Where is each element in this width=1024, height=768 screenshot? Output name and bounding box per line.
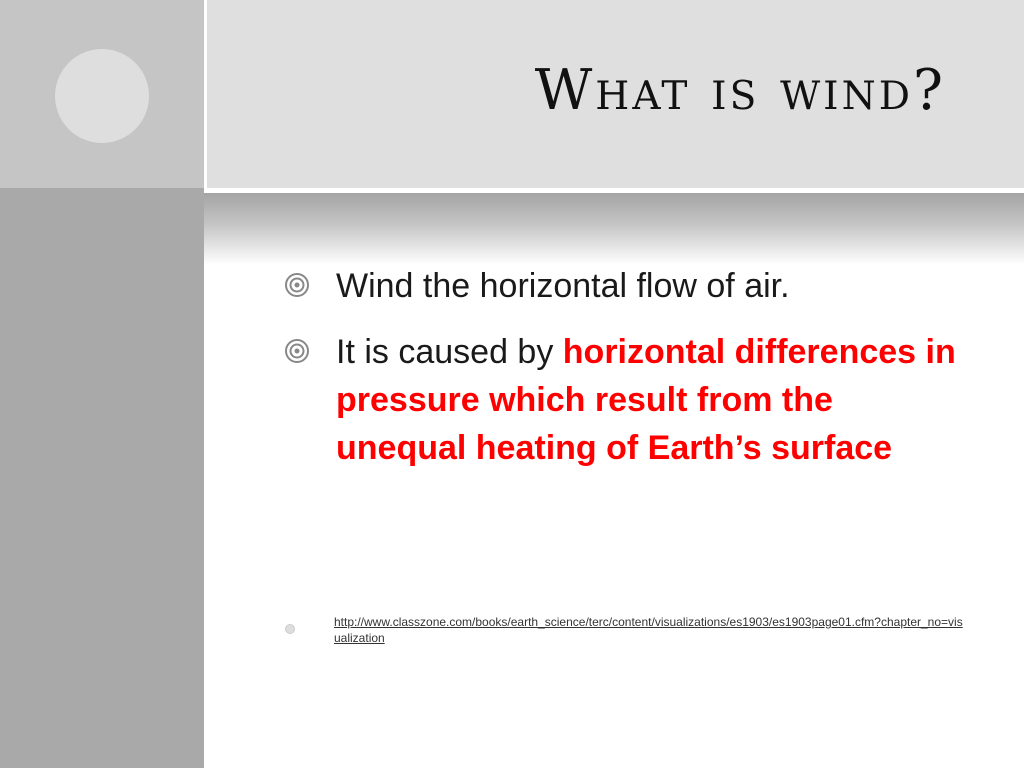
- slide-title: What is wind?: [534, 58, 946, 123]
- bullet-text: [336, 262, 790, 310]
- bullet-list: [284, 262, 964, 490]
- bullet-text-emphasis: horizontal differences in pressure which result from the unequal heating of Earth’s surface: [336, 333, 956, 467]
- dot-icon: [284, 620, 296, 632]
- source-link[interactable]: http://www.classzone.com/books/earth_science/terc/content/visualizations/es1903/es1903page01.cfm?chapter_no=visualization: [334, 615, 963, 645]
- left-bottom-panel: [0, 188, 204, 768]
- gradient-band: [204, 193, 1024, 265]
- bullet-text-plain: Wind the horizontal flow of air.: [336, 267, 790, 305]
- target-circle-icon: [284, 272, 312, 300]
- bullet-item: [284, 328, 964, 472]
- target-circle-icon: [284, 338, 312, 366]
- bullet-text: [336, 328, 964, 472]
- bullet-item: [284, 262, 964, 310]
- source-link-item: [284, 614, 974, 646]
- circle-decoration: [55, 49, 149, 143]
- bullet-text-plain: It is caused by: [336, 333, 563, 371]
